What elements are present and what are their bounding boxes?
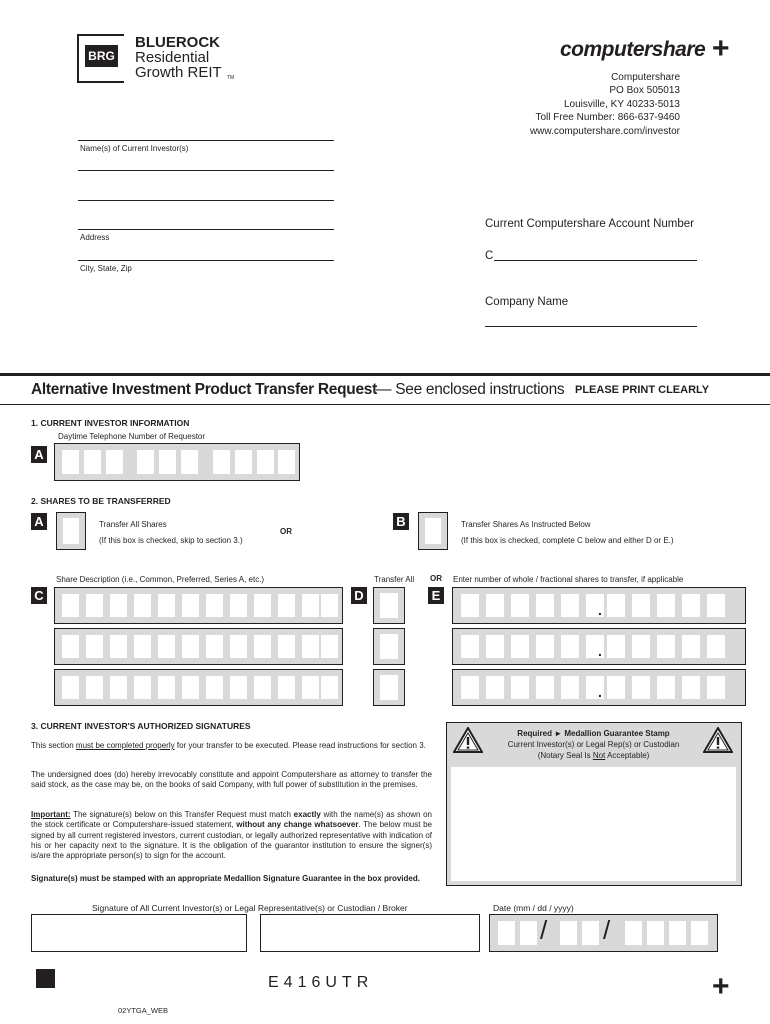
char-cell[interactable] (321, 594, 338, 617)
notary-text-end: Acceptable) (605, 751, 650, 760)
web-code: 02YTGA_WEB (118, 1006, 169, 1015)
phone-digit[interactable] (62, 450, 79, 474)
transfer-all-label: Transfer All Shares (99, 520, 167, 529)
print-clearly-note: PLEASE PRINT CLEARLY (575, 384, 710, 396)
digit-cell[interactable] (707, 676, 725, 699)
company-name-label: Company Name (485, 296, 569, 308)
name-line-2[interactable] (78, 170, 334, 171)
char-cell[interactable] (206, 676, 223, 699)
char-cell[interactable] (62, 594, 79, 617)
char-cell[interactable] (278, 676, 295, 699)
digit-cell[interactable] (707, 635, 725, 658)
phone-digit[interactable] (278, 450, 295, 474)
char-cell[interactable] (158, 676, 175, 699)
or-separator: OR (280, 527, 292, 536)
notary-not: Not (592, 751, 606, 760)
digit-cell[interactable] (657, 676, 675, 699)
share-description-input[interactable] (54, 587, 343, 624)
digit-cell[interactable] (461, 594, 479, 617)
account-number-label: Current Computershare Account Number (485, 218, 695, 230)
signature-label: Signature of All Current Investor(s) or Legal Representative(s) or Custodian / Broker (92, 903, 408, 913)
char-cell[interactable] (230, 635, 247, 658)
char-cell[interactable] (206, 635, 223, 658)
section2-tag-e: E (428, 587, 444, 604)
phone-digit[interactable] (235, 450, 252, 474)
date-digit[interactable] (625, 921, 642, 945)
account-number-field[interactable] (494, 260, 697, 261)
char-cell[interactable] (230, 676, 247, 699)
date-slash: / (603, 915, 611, 945)
section3-paragraph-1 (31, 741, 432, 751)
company-name-field[interactable] (485, 326, 697, 327)
digit-cell[interactable] (536, 635, 554, 658)
digit-cell[interactable] (461, 635, 479, 658)
transfer-all-note: (If this box is checked, skip to section 3.) (99, 536, 243, 545)
char-cell[interactable] (321, 635, 338, 658)
char-cell[interactable] (230, 594, 247, 617)
brg-logo (77, 34, 237, 86)
digit-cell[interactable] (511, 635, 529, 658)
transfer-instructed-checkbox[interactable] (418, 512, 448, 550)
title-rule-bottom (0, 404, 770, 405)
p3-bold: without any change whatsoever (236, 820, 359, 830)
digit-cell[interactable] (561, 676, 579, 699)
section3-paragraph-4: Signature(s) must be stamped with an appropriate Medallion Signature Guarantee in the box provided. (31, 874, 420, 883)
char-cell[interactable] (302, 594, 319, 617)
char-cell[interactable] (254, 594, 271, 617)
date-input[interactable] (489, 914, 718, 952)
p3-text-end: . The below must be signed by all current registered investors, current custodian, or legally authorized representative with indication of his or her capacity next to the signature. It is the obligation of the guarantor institution to ensure the signer(s) is/are the appropriate person(s) to sign for the account. (31, 820, 432, 861)
char-cell[interactable] (134, 594, 151, 617)
char-cell[interactable] (110, 635, 127, 658)
digit-cell[interactable] (632, 594, 650, 617)
p1-underlined: must be completed properly (75, 741, 175, 750)
medallion-notary-note (447, 751, 740, 760)
phone-digit[interactable] (106, 450, 123, 474)
decimal-point: . (598, 602, 602, 618)
share-description-input[interactable] (54, 628, 343, 665)
char-cell[interactable] (62, 676, 79, 699)
brg-monogram: BRG (85, 45, 118, 67)
digit-cell[interactable] (486, 676, 504, 699)
form-subtitle: — See enclosed instructions (376, 381, 565, 398)
digit-cell[interactable] (707, 594, 725, 617)
digit-cell[interactable] (511, 676, 529, 699)
date-digit[interactable] (669, 921, 686, 945)
char-cell[interactable] (86, 594, 103, 617)
name-line[interactable] (78, 140, 334, 141)
name-line-3[interactable] (78, 200, 334, 201)
phone-digit[interactable] (213, 450, 230, 474)
section2-tag-b: B (393, 513, 409, 530)
char-cell[interactable] (254, 635, 271, 658)
date-slash: / (540, 915, 548, 945)
title-rule-top (0, 373, 770, 376)
share-quantity-input[interactable] (452, 628, 746, 665)
important-label: Important: (31, 810, 71, 819)
signature-box-1[interactable] (31, 914, 247, 952)
char-cell[interactable] (182, 676, 199, 699)
char-cell[interactable] (158, 594, 175, 617)
phone-label: Daytime Telephone Number of Requestor (58, 432, 206, 441)
digit-cell[interactable] (607, 676, 625, 699)
address-line: PO Box 505013 (609, 85, 680, 97)
digit-cell[interactable] (536, 676, 554, 699)
section3-paragraph-3 (31, 810, 432, 861)
address-line: Computershare (611, 72, 680, 83)
char-cell[interactable] (134, 676, 151, 699)
enter-shares-label: Enter number of whole / fractional shares to transfer, if applicable (453, 575, 684, 584)
p1-text-end: for your transfer to be executed. Please read instructions for section 3. (174, 741, 426, 750)
address-line: Louisville, KY 40233-5013 (563, 98, 680, 110)
share-quantity-input[interactable] (452, 669, 746, 706)
char-cell[interactable] (278, 635, 295, 658)
section2-tag-d: D (351, 587, 367, 604)
share-description-label: Share Description (i.e., Common, Preferred, Series A, etc.) (56, 575, 265, 584)
form-code: E416UTR (268, 974, 374, 991)
medallion-subheading: Current Investor(s) or Legal Rep(s) or Custodian (507, 740, 680, 749)
char-cell[interactable] (134, 635, 151, 658)
p3-text: The signature(s) below on this Transfer Request must match (70, 810, 294, 819)
char-cell[interactable] (182, 594, 199, 617)
form-title: Alternative Investment Product Transfer Request (31, 381, 377, 398)
brg-line1: BLUEROCK (135, 34, 220, 51)
transfer-instructed-note: (If this box is checked, complete C below and either D or E.) (461, 536, 674, 545)
digit-cell[interactable] (486, 635, 504, 658)
medallion-stamp-area[interactable] (451, 767, 736, 881)
section1-tag-a: A (31, 446, 47, 463)
phone-digit[interactable] (159, 450, 176, 474)
char-cell[interactable] (321, 676, 338, 699)
date-digit[interactable] (520, 921, 537, 945)
digit-cell[interactable] (607, 594, 625, 617)
transfer-all-checkbox[interactable] (56, 512, 86, 550)
address-line: Toll Free Number: 866-637-9460 (535, 112, 680, 124)
digit-cell[interactable] (632, 676, 650, 699)
date-label: Date (mm / dd / yyyy) (493, 903, 574, 913)
digit-cell[interactable] (561, 635, 579, 658)
city-label: City, State, Zip (80, 264, 132, 273)
computershare-address (460, 71, 680, 138)
date-digit[interactable] (691, 921, 708, 945)
brg-line3: Growth REIT (135, 64, 222, 81)
digit-cell[interactable] (682, 594, 700, 617)
char-cell[interactable] (278, 594, 295, 617)
char-cell[interactable] (302, 635, 319, 658)
transfer-instructed-label: Transfer Shares As Instructed Below (461, 520, 591, 529)
names-label: Name(s) of Current Investor(s) (80, 144, 189, 153)
char-cell[interactable] (158, 635, 175, 658)
section3-heading: 3. CURRENT INVESTOR'S AUTHORIZED SIGNATURES (31, 721, 251, 731)
phone-number-input[interactable] (54, 443, 300, 481)
char-cell[interactable] (86, 676, 103, 699)
transfer-all-row-checkbox[interactable] (373, 587, 405, 624)
char-cell[interactable] (182, 635, 199, 658)
char-cell[interactable] (254, 676, 271, 699)
brg-tm: TM (227, 75, 235, 81)
p3-text: with the name(s) as shown on the stock certificate or Computershare-issued statement, (31, 810, 432, 830)
date-digit[interactable] (582, 921, 599, 945)
char-cell[interactable] (62, 635, 79, 658)
share-quantity-input[interactable] (452, 587, 746, 624)
digit-cell[interactable] (682, 676, 700, 699)
date-digit[interactable] (647, 921, 664, 945)
section2-tag-c: C (31, 587, 47, 604)
or-col-separator: OR (430, 574, 442, 583)
phone-digit[interactable] (181, 450, 198, 474)
medallion-heading: Required ► Medallion Guarantee Stamp (517, 729, 670, 738)
digit-cell[interactable] (657, 635, 675, 658)
phone-digit[interactable] (84, 450, 101, 474)
decimal-point: . (598, 643, 602, 659)
digit-cell[interactable] (607, 635, 625, 658)
section1-heading: 1. CURRENT INVESTOR INFORMATION (31, 418, 190, 428)
digit-cell[interactable] (486, 594, 504, 617)
digit-cell[interactable] (536, 594, 554, 617)
date-digit[interactable] (498, 921, 515, 945)
computershare-logo: computershare (560, 38, 706, 61)
digit-cell[interactable] (632, 635, 650, 658)
address-line-input[interactable] (78, 229, 334, 230)
char-cell[interactable] (110, 594, 127, 617)
registration-plus-mark: + (712, 32, 730, 65)
phone-digit[interactable] (137, 450, 154, 474)
account-prefix: C (485, 250, 494, 262)
char-cell[interactable] (206, 594, 223, 617)
digit-cell[interactable] (461, 676, 479, 699)
section2-heading: 2. SHARES TO BE TRANSFERRED (31, 496, 171, 506)
registration-plus-mark-bottom: + (712, 970, 730, 1003)
section2-tag-a: A (31, 513, 47, 530)
char-cell[interactable] (86, 635, 103, 658)
signature-box-2[interactable] (260, 914, 480, 952)
medallion-box (446, 722, 742, 886)
section3-paragraph-2: The undersigned does (do) hereby irrevocably constitute and appoint Computershare as attorney to transfer the said stock, as the case may be, on the books of said Company, with full power of substitution in the premises. (31, 770, 432, 790)
char-cell[interactable] (302, 676, 319, 699)
p3-bold: exactly (293, 810, 321, 819)
digit-cell[interactable] (682, 635, 700, 658)
char-cell[interactable] (110, 676, 127, 699)
transfer-all-col-label: Transfer All (374, 575, 415, 584)
brg-line2: Residential (135, 49, 210, 66)
p1-text: This section (31, 741, 76, 750)
date-digit[interactable] (560, 921, 577, 945)
decimal-point: . (598, 684, 602, 700)
transfer-all-row-checkbox[interactable] (373, 628, 405, 665)
address-line: www.computershare.com/investor (529, 125, 680, 137)
notary-text: (Notary Seal Is (537, 751, 593, 760)
digit-cell[interactable] (511, 594, 529, 617)
address-label: Address (80, 233, 110, 242)
digit-cell[interactable] (561, 594, 579, 617)
digit-cell[interactable] (657, 594, 675, 617)
city-line-input[interactable] (78, 260, 334, 261)
phone-digit[interactable] (257, 450, 274, 474)
transfer-all-row-checkbox[interactable] (373, 669, 405, 706)
registration-square (36, 969, 55, 988)
share-description-input[interactable] (54, 669, 343, 706)
